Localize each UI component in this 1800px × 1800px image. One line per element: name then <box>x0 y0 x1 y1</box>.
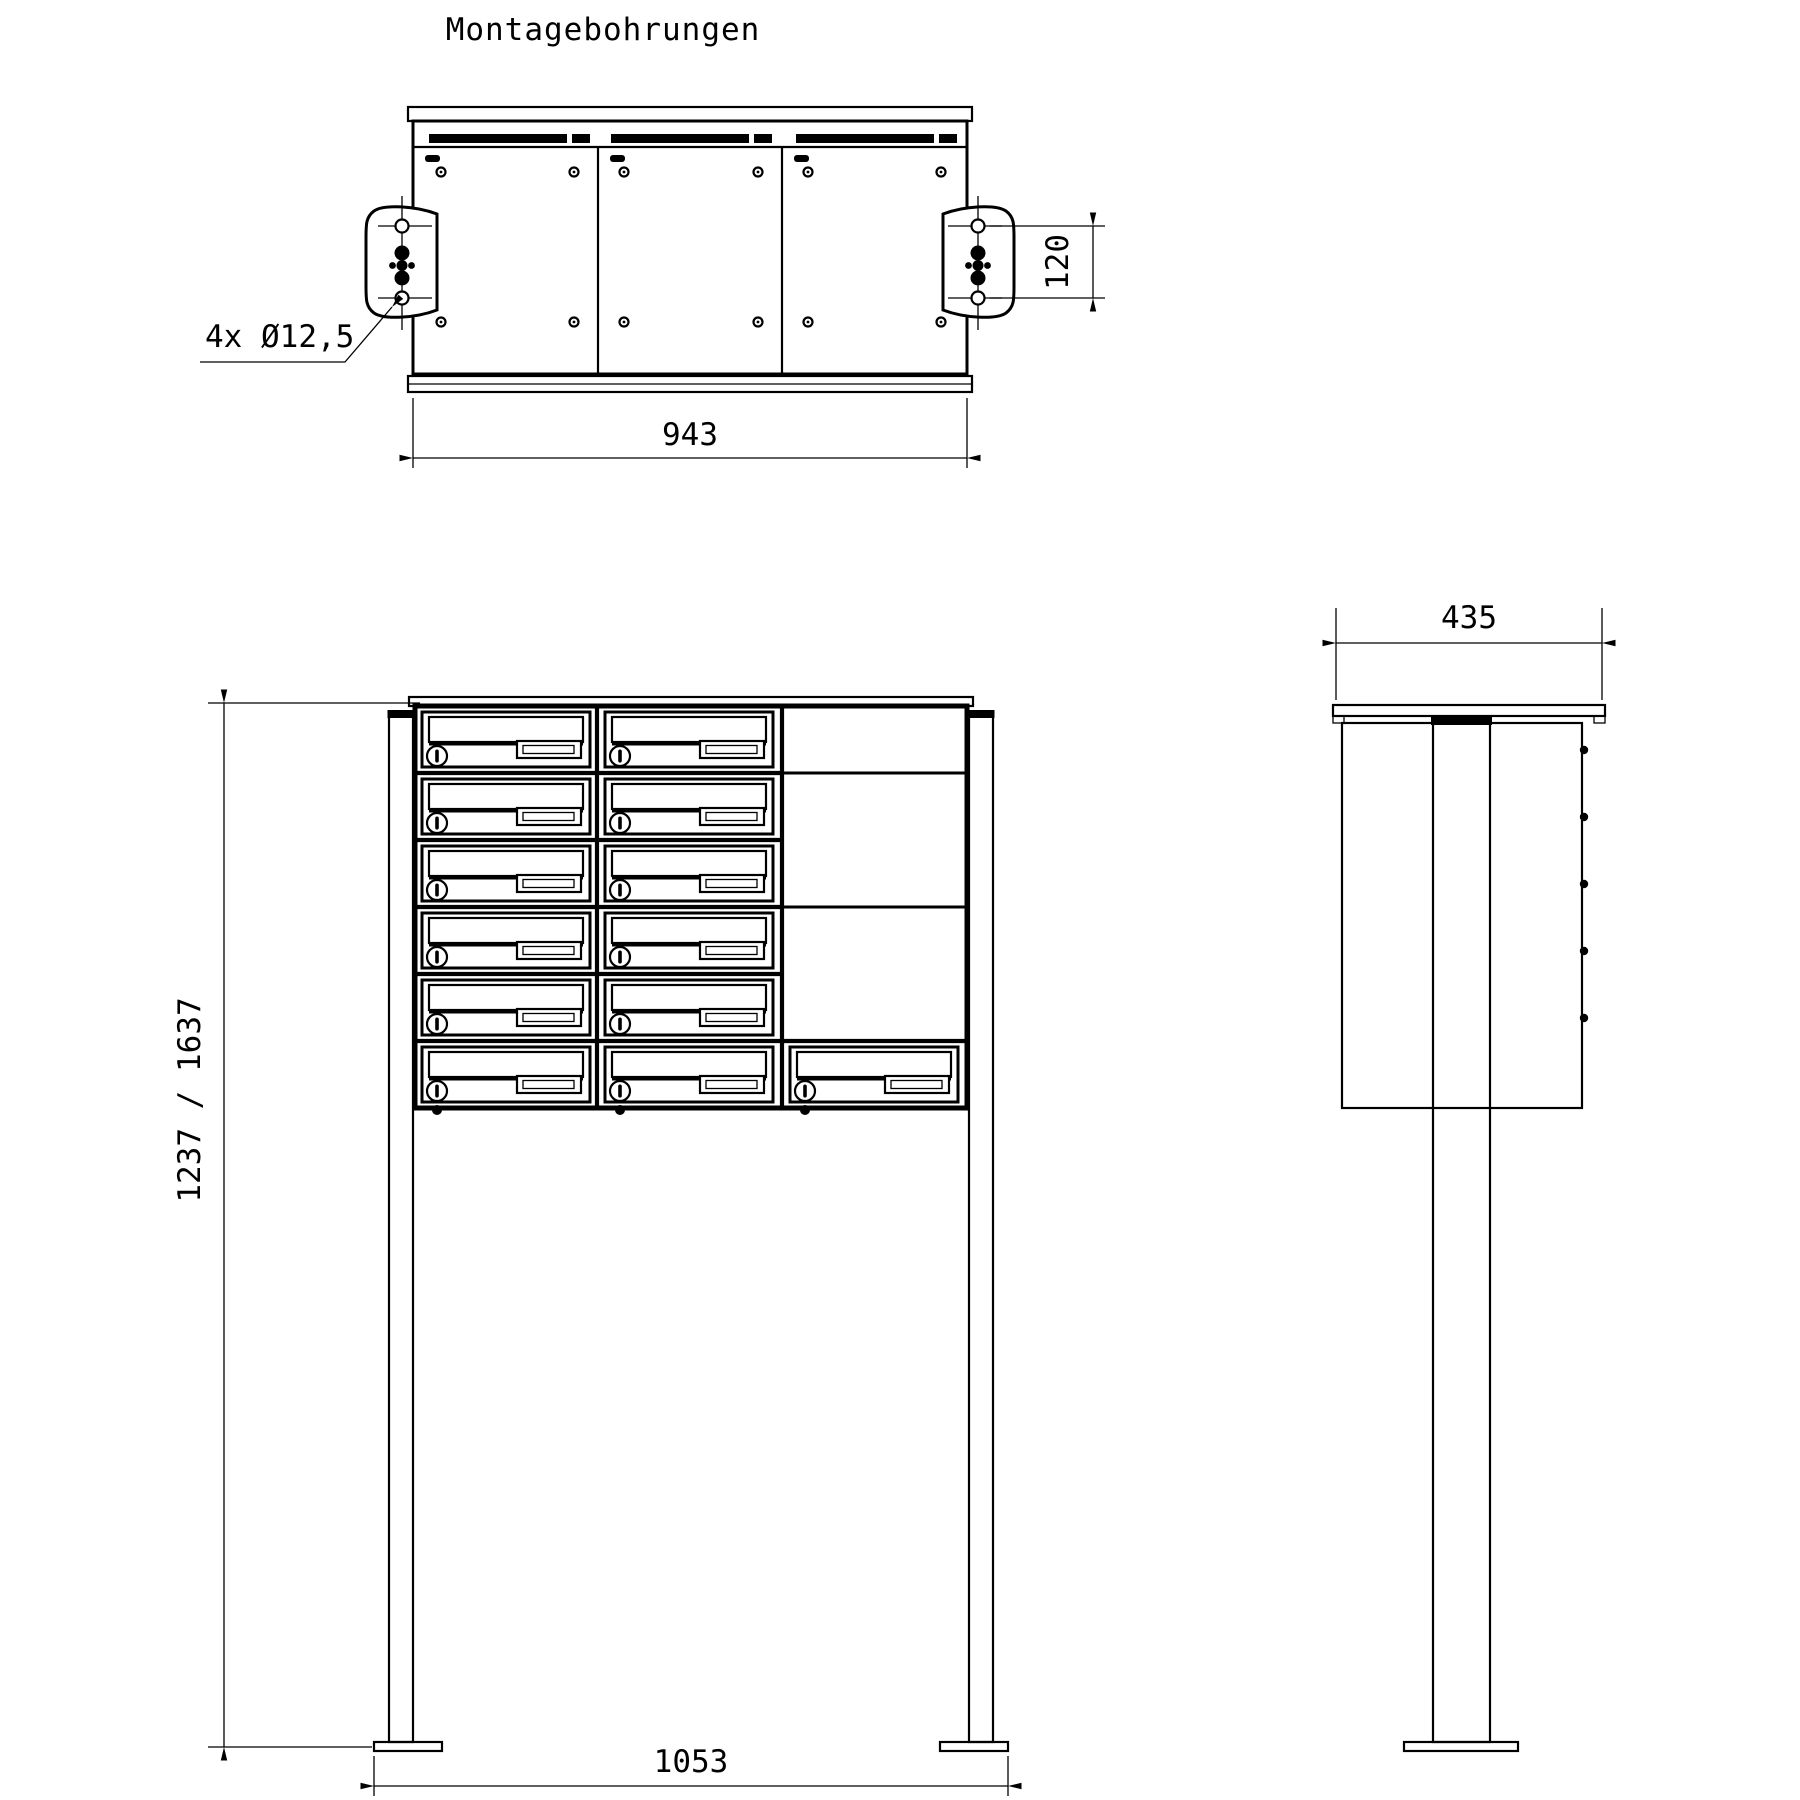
dim-120-text: 120 <box>1040 234 1076 290</box>
top-view <box>200 107 1105 468</box>
drawing-title: Montagebohrungen <box>445 12 761 48</box>
dimension-height <box>172 703 420 1747</box>
bracket-left <box>366 196 437 330</box>
stand-foot-left <box>374 1742 442 1751</box>
side-foot <box>1404 1742 1518 1751</box>
hinge-strips <box>413 134 967 147</box>
top-roof-plate <box>408 107 972 121</box>
dim-1053-text: 1053 <box>653 1744 729 1780</box>
top-body <box>413 121 967 374</box>
dimension-435 <box>1336 600 1602 700</box>
dim-943-text: 943 <box>662 417 718 453</box>
stand-foot-right <box>940 1742 1008 1751</box>
dim-height-text: 1237 / 1637 <box>172 997 208 1203</box>
dimension-1053 <box>374 1744 1008 1796</box>
holes-label: 4x Ø12,5 <box>205 319 355 355</box>
front-view <box>172 697 1008 1796</box>
top-slots-and-holes <box>425 155 946 327</box>
dimension-943 <box>413 398 967 468</box>
side-post <box>1404 716 1518 1751</box>
side-body <box>1342 723 1582 1108</box>
bracket-right <box>943 196 1014 330</box>
side-view <box>1333 600 1605 1751</box>
dim-435-text: 435 <box>1441 600 1497 636</box>
holes-callout <box>200 307 392 362</box>
